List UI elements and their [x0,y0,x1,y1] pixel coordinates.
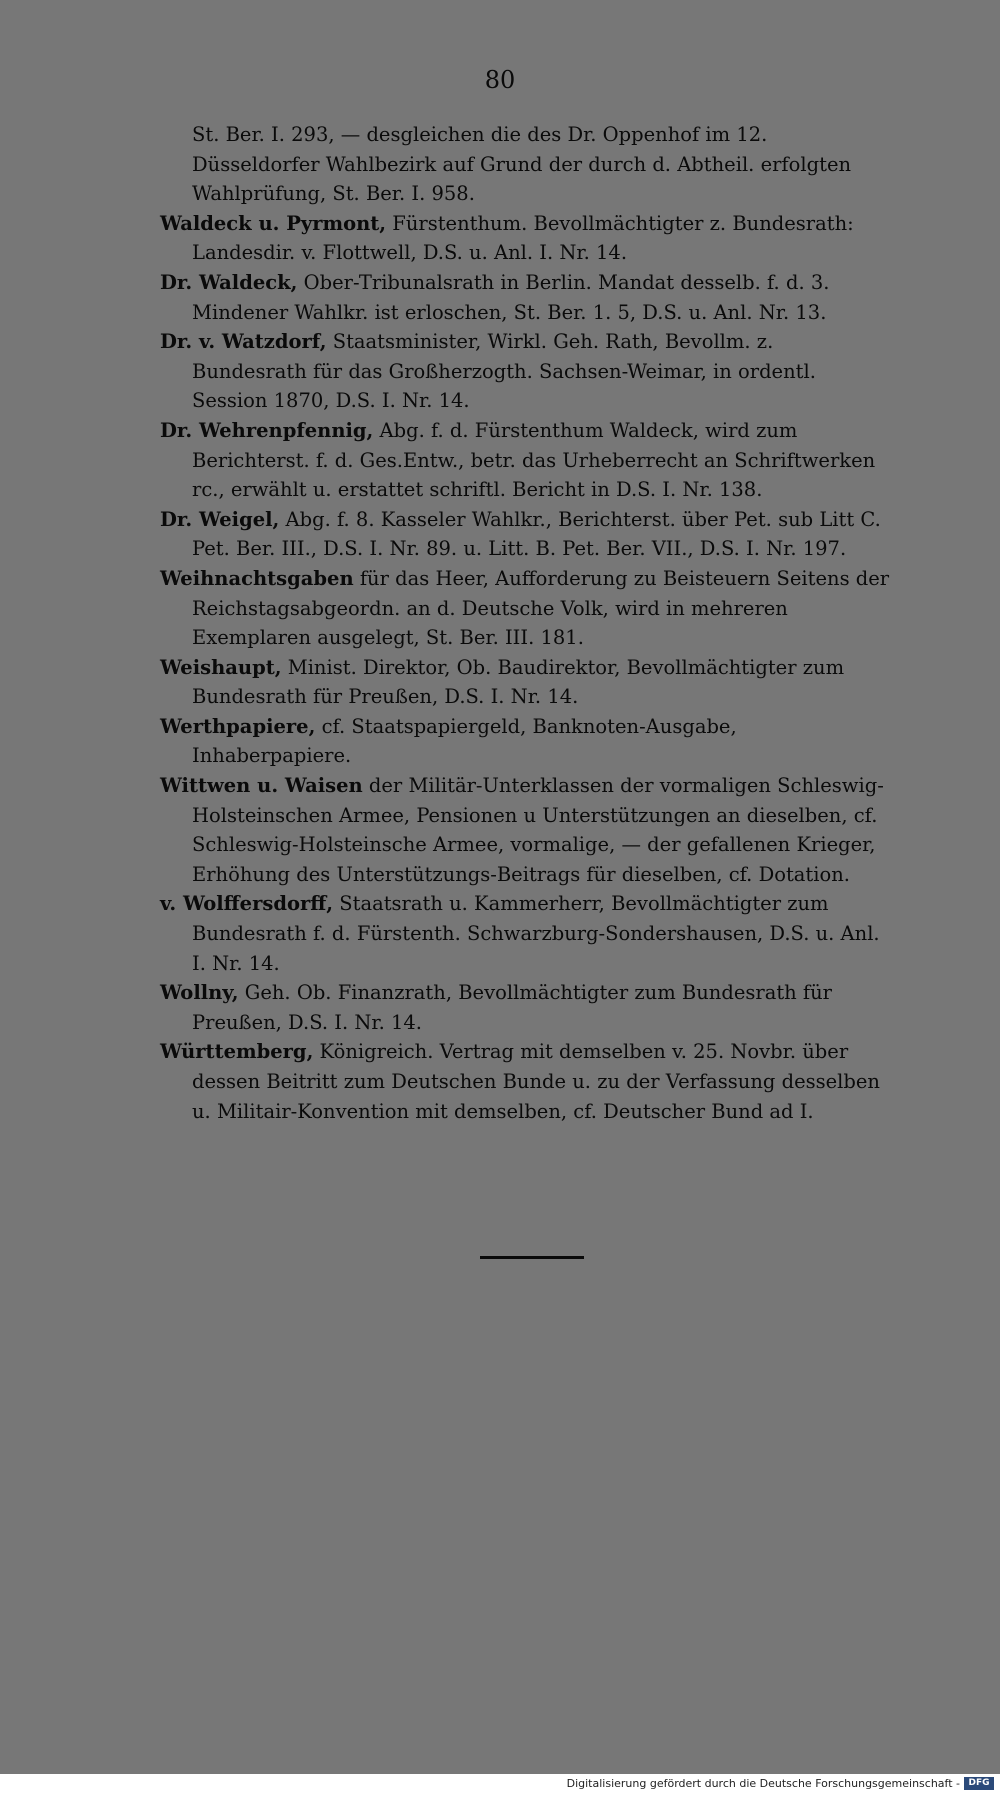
entry-wehrenpfennig [160,416,892,505]
funding-notice: Digitalisierung gefördert durch die Deutsche Forschungsgemeinschaft - [566,1777,960,1790]
entry-head: Weishaupt, [160,655,282,679]
entry-wittwen-waisen [160,771,892,889]
continuation-text: St. Ber. I. 293, — desgleichen die des Dr. Oppenhof im 12. Düsseldorfer Wahlbezirk auf Grund der durch d. Abtheil. erfolgten Wahlprüfung, St. Ber. I. 958. [192,123,852,206]
entry-head: Dr. Waldeck, [160,270,298,294]
entry-weishaupt [160,653,892,712]
entry-werthpapiere [160,712,892,771]
entry-head: Weihnachtsgaben [160,566,354,590]
entry-head: Dr. Wehrenpfennig, [160,418,374,442]
entry-head: Waldeck u. Pyrmont, [160,211,387,235]
entry-text: Ober-Tribunalsrath in Berlin. Mandat desselb. f. d. 3. Mindener Wahlkr. ist erloschen, St. Ber. 1. 5, D.S. u. Anl. Nr. 13. [192,270,830,324]
entry-text: Abg. f. 8. Kasseler Wahlkr., Berichterst. über Pet. sub Litt C. Pet. Ber. III., D.S. I. Nr. 89. u. Litt. B. Pet. Ber. VII., D.S. I. Nr. 197. [192,507,881,561]
dfg-logo-icon: DFG [964,1777,994,1790]
entry-weigel [160,505,892,564]
entry-text: Königreich. Vertrag mit demselben v. 25. Novbr. über dessen Beitritt zum Deutschen Bunde u. zu der Verfassung desselben u. Militair-Konvention mit demselben, cf. Deutscher Bund ad I. [192,1040,880,1123]
entry-watzdorf [160,327,892,416]
entry-head: Dr. v. Watzdorf, [160,330,327,354]
entry-text: Fürstenthum. Bevollmächtigter z. Bundesrath: Landesdir. v. Flottwell, D.S. u. Anl. I. Nr. 14. [192,211,854,265]
entry-wollny [160,978,892,1037]
entry-text: Abg. f. d. Fürstenthum Waldeck, wird zum Berichterst. f. d. Ges.Entw., betr. das Urheberrecht an Schriftwerken rc., erwählt u. erstattet schriftl. Bericht in D.S. I. Nr. 138. [192,418,876,502]
entry-text: Staatsrath u. Kammerherr, Bevollmächtigter zum Bundesrath f. d. Fürstenth. Schwarzburg-Sondershausen, D.S. u. Anl. I. Nr. 14. [192,892,880,975]
entry-wuerttemberg [160,1037,892,1126]
entry-head: Wittwen u. Waisen [160,774,363,798]
end-rule-divider [480,1256,584,1259]
entry-text: Minist. Direktor, Ob. Baudirektor, Bevollmächtigter zum Bundesrath für Preußen, D.S. I. Nr. 14. [192,655,845,709]
entry-head: Dr. Weigel, [160,507,280,531]
register-entries [160,120,892,1126]
entry-head: Werthpapiere, [160,714,316,738]
entry-weihnachtsgaben [160,564,892,653]
entry-head: v. Wolffersdorff, [160,892,334,916]
entry-waldeck-pyrmont [160,209,892,268]
entry-text: Geh. Ob. Finanzrath, Bevollmächtigter zum Bundesrath für Preußen, D.S. I. Nr. 14. [192,981,833,1034]
entry-head: Württemberg, [160,1040,314,1064]
entry-text: cf. Staatspapiergeld, Banknoten-Ausgabe, Inhaberpapiere. [192,714,737,768]
entry-head: Wollny, [160,981,239,1005]
footer-bar [0,1774,1000,1794]
page-number: 80 [484,66,516,94]
entry-text: der Militär-Unterklassen der vormaligen Schleswig-Holsteinschen Armee, Pensionen u Unterstützungen an dieselben, cf. Schleswig-Holsteinsche Armee, vormalige, — der gefallenen Krieger, Erhöhung des Unterstützungs-Beitrags für dieselben, cf. Dotation. [192,774,884,886]
entry-text: für das Heer, Aufforderung zu Beisteuern Seitens der Reichstagsabgeordn. an d. Deutsche Volk, wird in mehreren Exemplaren ausgelegt, St. Ber. III. 181. [192,566,890,650]
entry-text: Staatsminister, Wirkl. Geh. Rath, Bevollm. z. Bundesrath für das Großherzogth. Sachsen-Weimar, in ordentl. Session 1870, D.S. I. Nr. 14. [192,330,816,413]
entry-waldeck [160,268,892,327]
entry-wolffersdorff [160,889,892,978]
